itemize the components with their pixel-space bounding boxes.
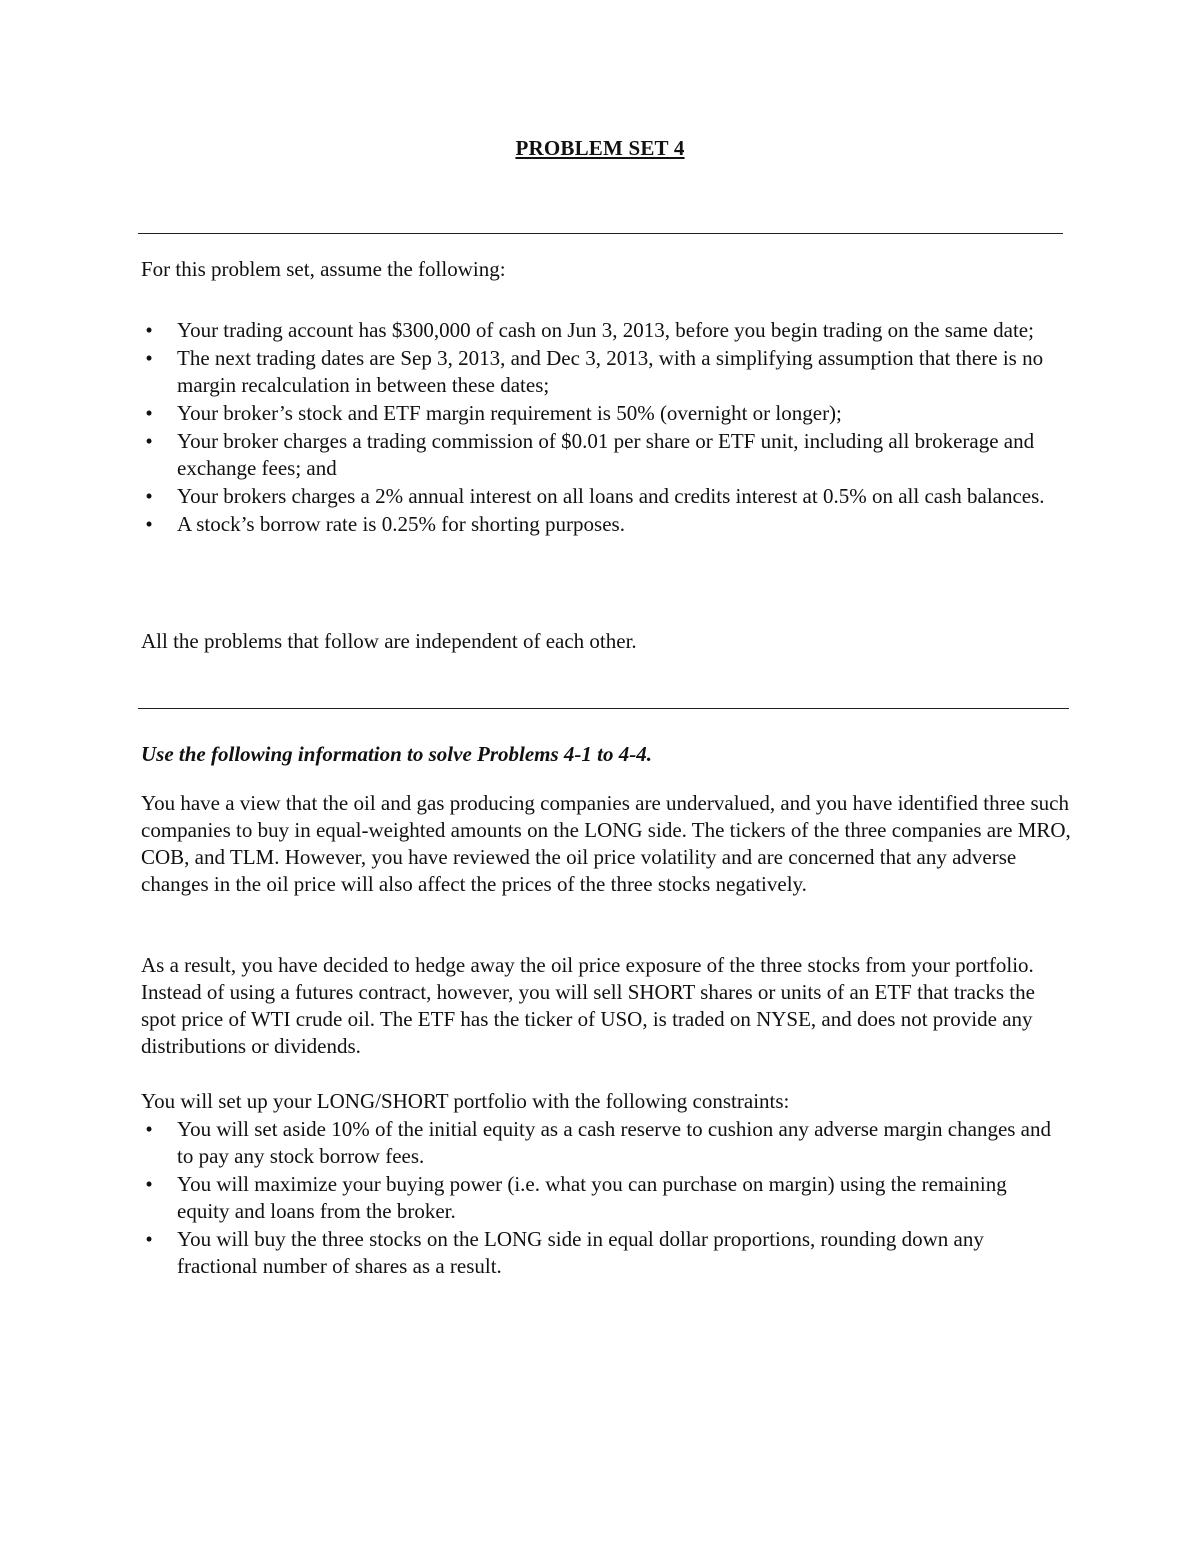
list-item	[141, 345, 1061, 399]
bullet-icon: •	[145, 318, 153, 342]
constraints-intro: You will set up your LONG/SHORT portfolio with the following constraints:	[141, 1089, 790, 1113]
list-item	[141, 1226, 1061, 1280]
list-item	[141, 428, 1061, 482]
bullet-icon: •	[145, 346, 153, 370]
bullet-icon: •	[145, 1227, 153, 1251]
constraints-list	[141, 1116, 1061, 1281]
list-item	[141, 1116, 1061, 1170]
list-item-text: Your broker charges a trading commission of $0.01 per share or ETF unit, including all brokerage and exchange fees; and	[177, 429, 1035, 480]
list-item	[141, 511, 1061, 538]
list-item-text: Your trading account has $300,000 of cash on Jun 3, 2013, before you begin trading on the same date;	[177, 318, 1034, 342]
assumptions-list	[141, 317, 1061, 539]
horizontal-rule-top	[138, 233, 1063, 234]
list-item-text: Your broker’s stock and ETF margin requirement is 50% (overnight or longer);	[177, 401, 842, 425]
bullet-icon: •	[145, 401, 153, 425]
bullet-icon: •	[145, 512, 153, 536]
result-paragraph: As a result, you have decided to hedge away the oil price exposure of the three stocks from your portfolio. Instead of using a futures contract, however, you will sell SHORT shares or units of an ETF that tracks the spot price of WTI crude oil. The ETF has the ticker of USO, is traded on NYSE, and does not provide any distributions or dividends.	[141, 953, 1035, 1058]
bullet-icon: •	[145, 1117, 153, 1141]
assumptions-intro: For this problem set, assume the following:	[141, 257, 506, 281]
list-item	[141, 400, 1061, 427]
horizontal-rule-middle	[138, 708, 1069, 709]
view-paragraph: You have a view that the oil and gas producing companies are undervalued, and you have identified three such companies to buy in equal-weighted amounts on the LONG side. The tickers of the three companies are MRO, COB, and TLM. However, you have reviewed the oil price volatility and are concerned that any adverse changes in the oil price will also affect the prices of the three stocks negatively.	[141, 791, 1071, 896]
page-title: PROBLEM SET 4	[515, 136, 685, 160]
list-item-text: You will maximize your buying power (i.e. what you can purchase on margin) using the remaining equity and loans from the broker.	[177, 1172, 1007, 1223]
bullet-icon: •	[145, 484, 153, 508]
list-item	[141, 483, 1061, 510]
list-item-text: A stock’s borrow rate is 0.25% for shorting purposes.	[177, 512, 625, 536]
bullet-icon: •	[145, 1172, 153, 1196]
list-item-text: Your brokers charges a 2% annual interest on all loans and credits interest at 0.5% on all cash balances.	[177, 484, 1045, 508]
independence-note: All the problems that follow are independent of each other.	[141, 629, 637, 653]
list-item-text: The next trading dates are Sep 3, 2013, and Dec 3, 2013, with a simplifying assumption that there is no margin recalculation in between these dates;	[177, 346, 1044, 397]
list-item	[141, 1171, 1061, 1225]
list-item	[141, 317, 1061, 344]
list-item-text: You will buy the three stocks on the LONG side in equal dollar proportions, rounding down any fractional number of shares as a result.	[177, 1227, 984, 1278]
section-heading: Use the following information to solve Problems 4-1 to 4-4.	[141, 742, 653, 766]
list-item-text: You will set aside 10% of the initial equity as a cash reserve to cushion any adverse margin changes and to pay any stock borrow fees.	[177, 1117, 1052, 1168]
bullet-icon: •	[145, 429, 153, 453]
